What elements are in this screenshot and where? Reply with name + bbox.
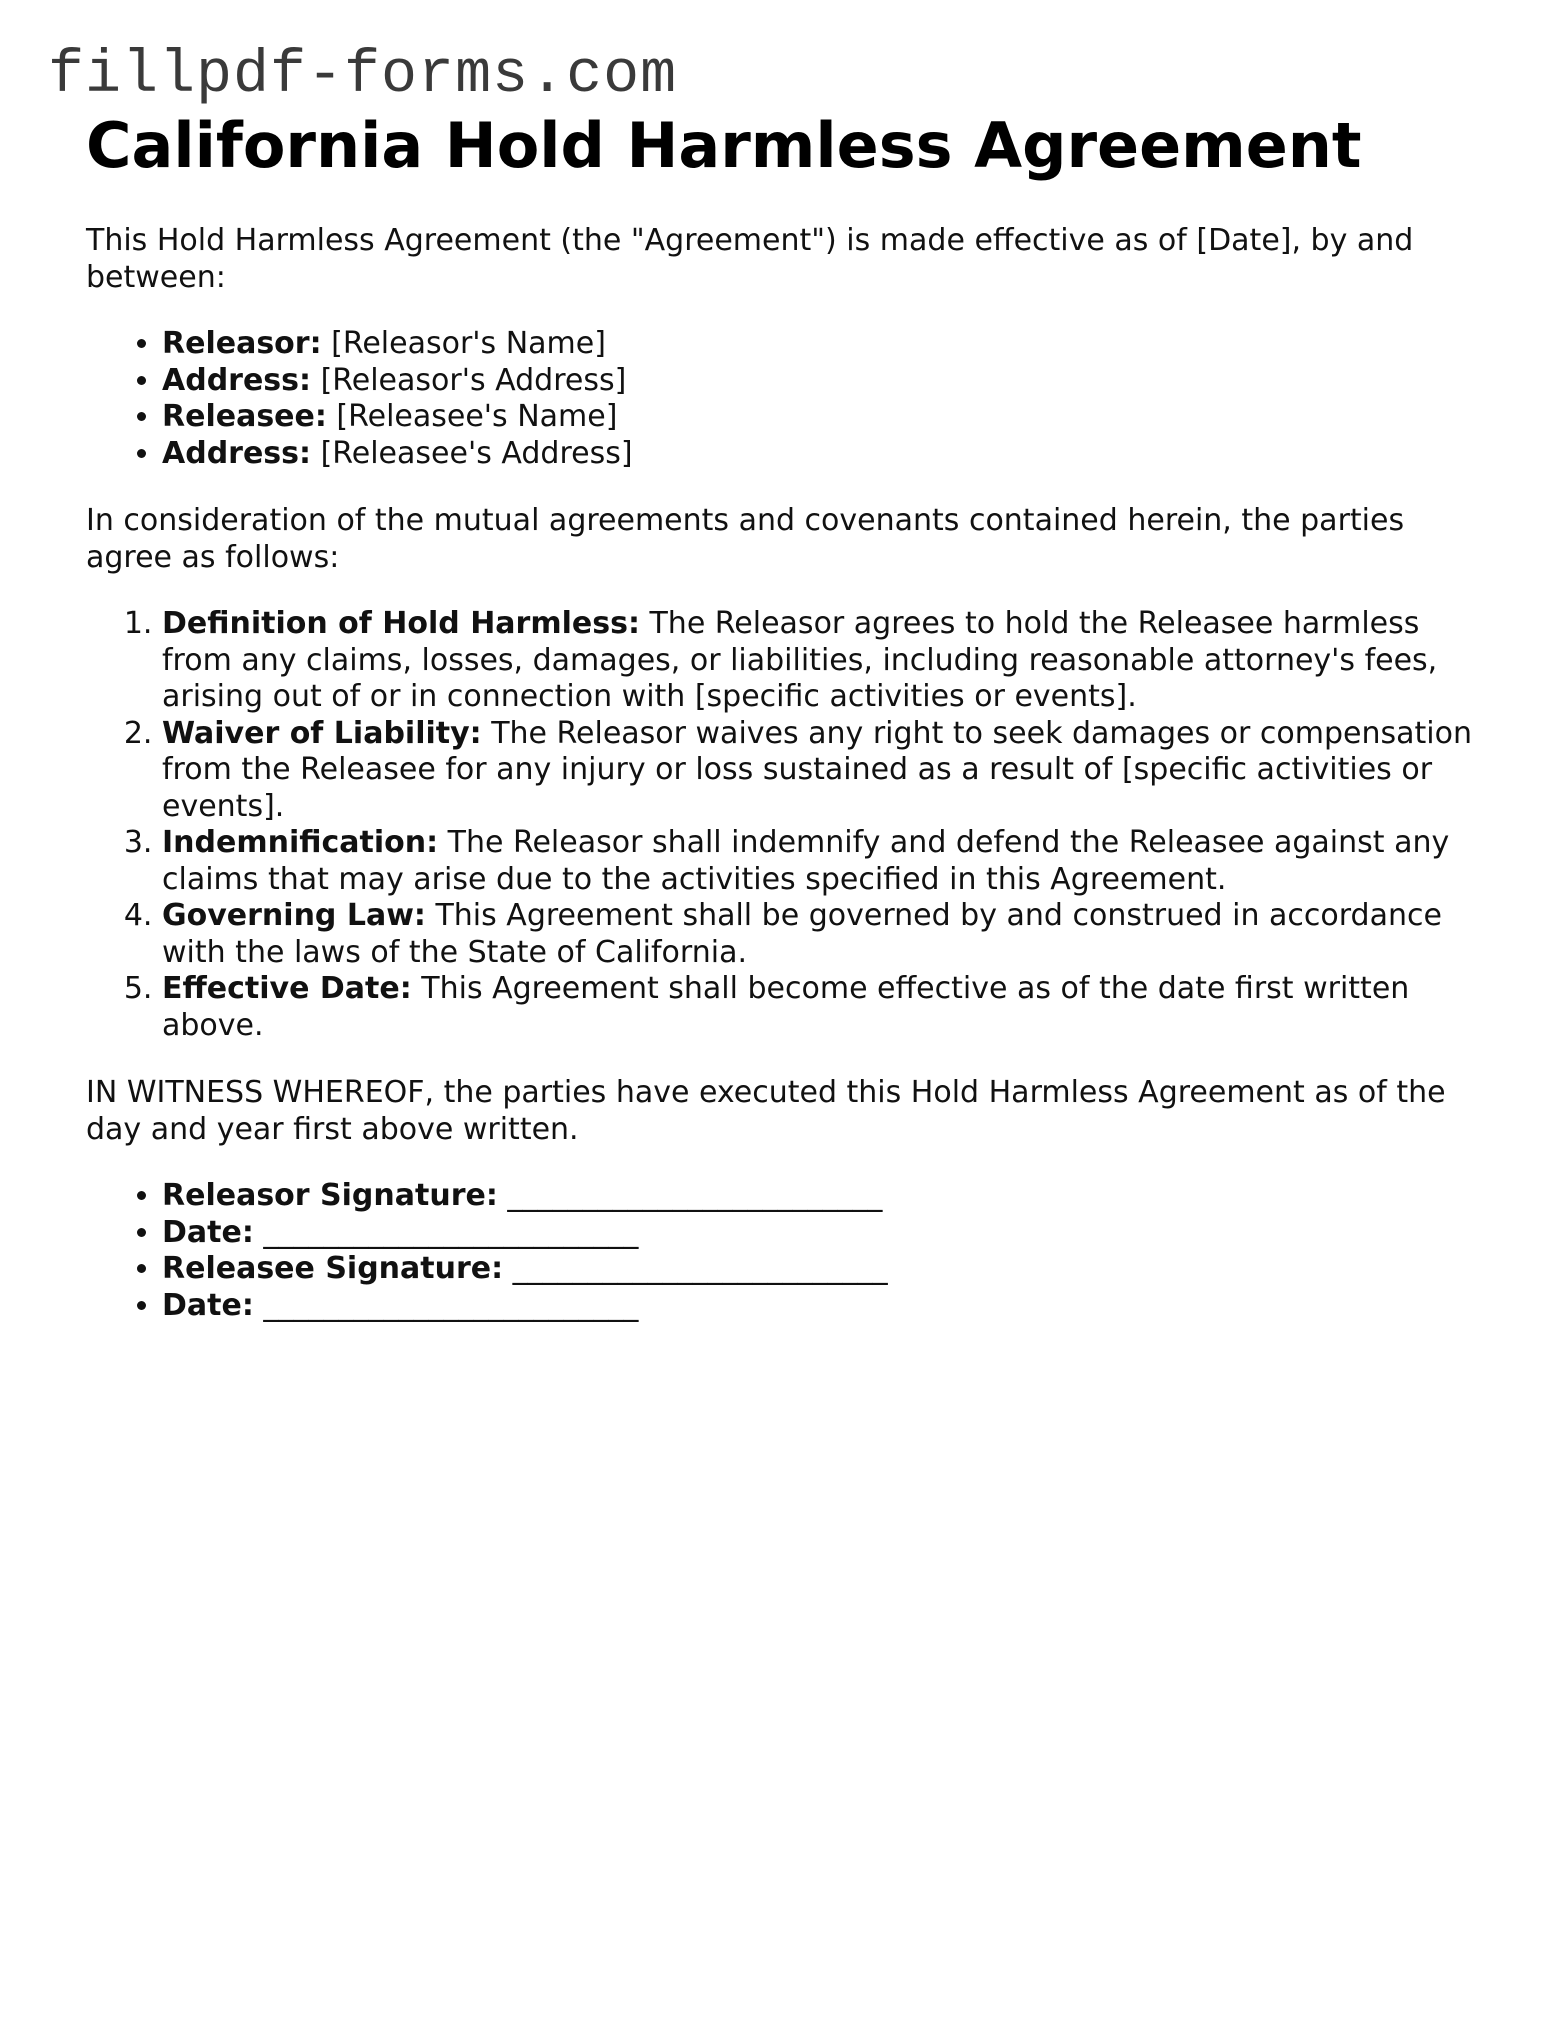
term-text: This Agreement shall become effective as of the date first written above. (162, 971, 1410, 1043)
party-label: Releasee: (162, 399, 327, 435)
signature-label: Date: (162, 1287, 254, 1323)
intro-paragraph: This Hold Harmless Agreement (the "Agreement") is made effective as of [Date], by and between: (86, 223, 1414, 296)
term-text: The Releasor shall indemnify and defend the Releasee against any claims that may arise due to the activities specified in this Agreement. (162, 825, 1450, 897)
signature-item-releasee-date[interactable] (162, 1288, 1486, 1325)
term-label: Waiver of Liability: (162, 715, 482, 751)
document-title: California Hold Harmless Agreement (86, 109, 1362, 182)
term-item-waiver (162, 716, 1486, 826)
term-label: Effective Date: (162, 971, 412, 1007)
term-text: The Releasor waives any right to seek damages or compensation from the Releasee for any injury or loss sustained as a result of [specific activities or events]. (162, 715, 1472, 824)
party-value: [Releasee's Name] (326, 399, 618, 435)
consideration-paragraph: In consideration of the mutual agreements and covenants contained herein, the parties agree as follows: (86, 503, 1405, 576)
party-value: [Releasor's Address] (311, 362, 627, 398)
signature-item-releasee[interactable] (162, 1251, 1486, 1288)
signature-item-releasor[interactable] (162, 1178, 1486, 1215)
party-item-releasee (162, 399, 1486, 436)
signature-label: Releasor Signature: (162, 1178, 498, 1214)
term-label: Definition of Hold Harmless: (162, 606, 640, 642)
term-label: Indemnification: (162, 825, 439, 861)
date-line[interactable]: _________________________ (253, 1287, 639, 1323)
signature-line[interactable]: _________________________ (497, 1178, 883, 1214)
term-item-effective-date (162, 971, 1486, 1044)
party-item-releasor (162, 326, 1486, 363)
party-label: Address: (162, 435, 312, 471)
term-item-indemnification (162, 825, 1486, 898)
signature-item-releasor-date[interactable] (162, 1215, 1486, 1252)
terms-list (86, 606, 1486, 1044)
party-item-releasee-address (162, 436, 1486, 473)
party-label: Releasor: (162, 326, 322, 362)
document-body (86, 109, 1486, 1324)
signatures-list (86, 1178, 1486, 1324)
party-label: Address: (162, 362, 312, 398)
party-value: [Releasee's Address] (311, 435, 633, 471)
witness-paragraph: IN WITNESS WHEREOF, the parties have executed this Hold Harmless Agreement as of the day and year first above written. (86, 1075, 1446, 1148)
term-item-governing-law (162, 898, 1486, 971)
date-line[interactable]: _________________________ (253, 1214, 639, 1250)
signature-label: Releasee Signature: (162, 1251, 504, 1287)
term-item-definition (162, 606, 1486, 716)
term-text: The Releasor agrees to hold the Releasee harmless from any claims, losses, damages, or liabilities, including reasonable attorney's fees, arising out of or in connection with [specific activities or events]. (162, 606, 1438, 715)
term-text: This Agreement shall be governed by and construed in accordance with the laws of the State of California. (162, 898, 1442, 970)
parties-list (86, 326, 1486, 472)
signature-label: Date: (162, 1214, 254, 1250)
party-item-releasor-address (162, 363, 1486, 400)
watermark: fillpdf-forms.com (48, 42, 678, 110)
term-label: Governing Law: (162, 898, 426, 934)
signature-line[interactable]: _________________________ (503, 1251, 888, 1287)
party-value: [Releasor's Name] (321, 326, 606, 362)
